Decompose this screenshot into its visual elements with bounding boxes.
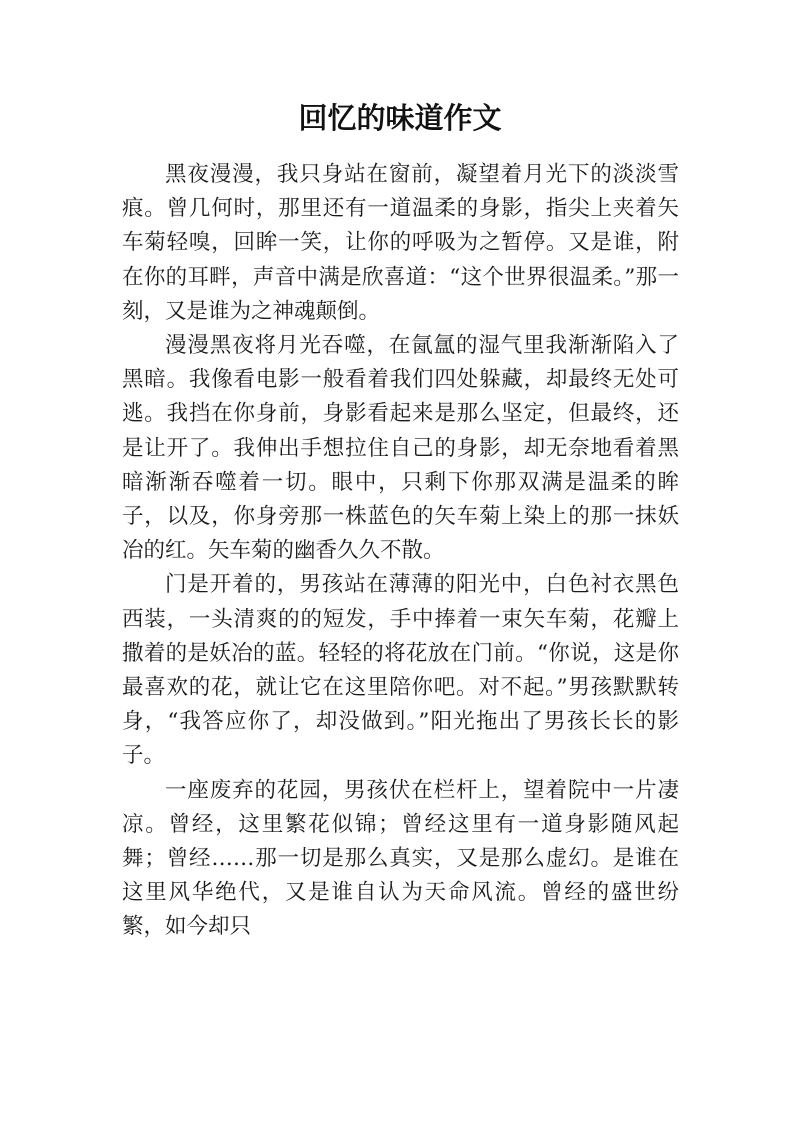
paragraph-2: 漫漫黑夜将月光吞噬，在氤氲的湿气里我渐渐陷入了黑暗。我像看电影一般看着我们四处躲藏，却最终无处可逃。我挡在你身前，身影看起来是那么坚定，但最终，还是让开了。我伸出手想拉住自己的身影，却无奈地看着黑暗渐渐吞噬着一切。眼中，只剩下你那双满是温柔的眸子，以及，你身旁那一株蓝色的矢车菊上染上的那一抹妖冶的红。矢车菊的幽香久久不散。 <box>122 333 679 564</box>
paragraph-1: 黑夜漫漫，我只身站在窗前，凝望着月光下的淡淡雪痕。曾几何时，那里还有一道温柔的身影，指尖上夹着矢车菊轻嗅，回眸一笑，让你的呼吸为之暂停。又是谁，附在你的耳畔，声音中满是欣喜道：“这个世界很温柔。”那一刻，又是谁为之神魂颠倒。 <box>122 162 679 324</box>
paragraph-3: 门是开着的，男孩站在薄薄的阳光中，白色衬衣黑色西装，一头清爽的的短发，手中捧着一束矢车菊，花瓣上撒着的是妖冶的蓝。轻轻的将花放在门前。“你说，这是你最喜欢的花，就让它在这里陪你吧。对不起。”男孩默默转身，“我答应你了，却没做到。”阳光拖出了男孩长长的影子。 <box>122 572 679 769</box>
document-title: 回忆的味道作文 <box>298 101 502 135</box>
paragraph-4: 一座废弃的花园，男孩伏在栏杆上，望着院中一片凄凉。曾经，这里繁花似锦；曾经这里有一道身影随风起舞；曾经……那一切是那么真实，又是那么虚幻。是谁在这里风华绝代，又是谁自认为天命风流。曾经的盛世纷繁，如今却只 <box>122 777 679 940</box>
document-body <box>122 158 679 945</box>
